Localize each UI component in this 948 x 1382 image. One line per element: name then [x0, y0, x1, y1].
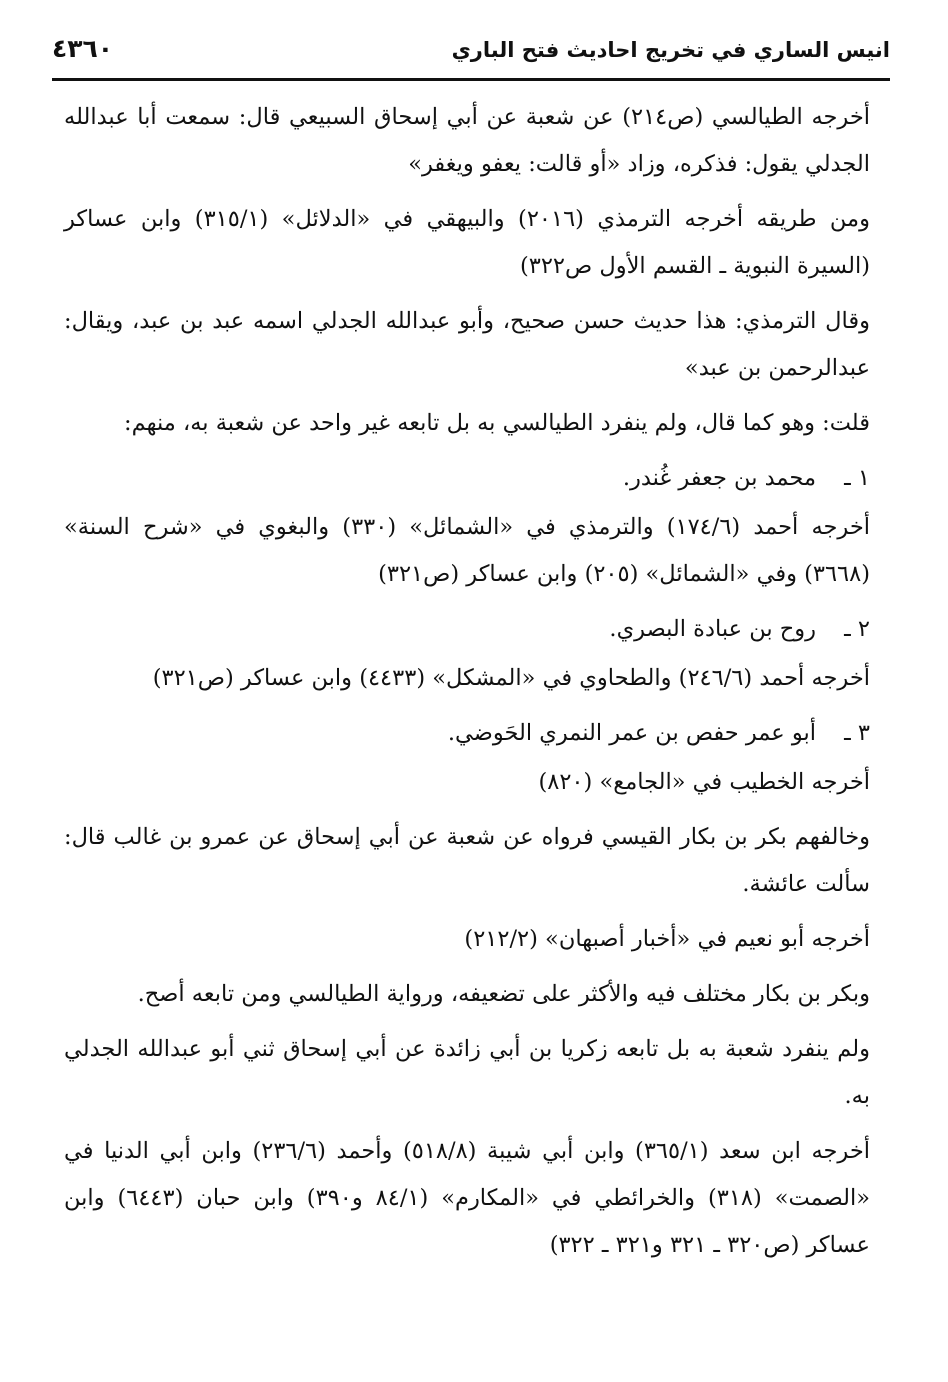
- list-item-3-text: أبو عمر حفص بن عمر النمري الحَوضي.: [447, 720, 816, 746]
- list-item-2-text: روح بن عبادة البصري.: [609, 616, 816, 642]
- paragraph-3: وقال الترمذي: هذا حديث حسن صحيح، وأبو عبدالله الجدلي اسمه عبد بن عبد، ويقال: عبدالرحمن بن عبد»: [64, 308, 870, 381]
- book-title: انيس الساري في تخريج احاديث فتح الباري: [451, 38, 890, 62]
- list-item-1-source: أخرجه أحمد (١٧٤/٦) والترمذي في «الشمائل» (٣٣٠) والبغوي في «شرح السنة» (٣٦٦٨) وفي «الشمائل» (٢٠٥) وابن عساكر (ص٣٢١): [64, 514, 870, 587]
- list-item-2-number: ٢ ـ: [844, 616, 870, 642]
- page-body: [64, 94, 870, 1271]
- list-item-2-source: أخرجه أحمد (٢٤٦/٦) والطحاوي في «المشكل» (٤٤٣٣) وابن عساكر (ص٣٢١): [152, 665, 870, 691]
- paragraph-5: وخالفهم بكر بن بكار القيسي فرواه عن شعبة عن أبي إسحاق عن عمرو بن غالب قال: سألت عائشة.: [64, 824, 870, 897]
- header-divider: [52, 78, 890, 81]
- list-item-3-number: ٣ ـ: [844, 720, 870, 746]
- paragraph-9: أخرجه ابن سعد (٣٦٥/١) وابن أبي شيبة (٥١٨/٨) وأحمد (٢٣٦/٦) وابن أبي الدنيا في «الصمت» (٣١٨) والخرائطي في «المكارم» (٨٤/١ و٣٩٠) وابن حبان (٦٤٤٣) وابن عساكر (ص٣٢٠ ـ ٣٢١ و٣٢١ ـ ٣٢٢): [64, 1138, 870, 1258]
- paragraph-4: قلت: وهو كما قال، ولم ينفرد الطيالسي به بل تابعه غير واحد عن شعبة به، منهم:: [124, 410, 870, 436]
- list-item-1: [64, 455, 870, 502]
- paragraph-6: أخرجه أبو نعيم في «أخبار أصبهان» (٢١٢/٢): [464, 926, 870, 952]
- page-header: [52, 34, 890, 74]
- paragraph-8: ولم ينفرد شعبة به بل تابعه زكريا بن أبي زائدة عن أبي إسحاق ثني أبو عبدالله الجدلي به.: [64, 1036, 870, 1109]
- paragraph-1: أخرجه الطيالسي (ص٢١٤) عن شعبة عن أبي إسحاق السبيعي قال: سمعت أبا عبدالله الجدلي يقول: فذكره، وزاد «أو قالت: يعفو ويغفر»: [64, 104, 870, 177]
- list-item-2: [64, 606, 870, 653]
- paragraph-2: ومن طريقه أخرجه الترمذي (٢٠١٦) والبيهقي في «الدلائل» (٣١٥/١) وابن عساكر (السيرة النبوية ـ القسم الأول ص٣٢٢): [64, 206, 870, 279]
- list-item-1-number: ١ ـ: [844, 465, 870, 491]
- list-item-3: [64, 710, 870, 757]
- list-item-3-source: أخرجه الخطيب في «الجامع» (٨٢٠): [538, 769, 870, 795]
- page-number: ٤٣٦٠: [52, 34, 114, 63]
- list-item-1-text: محمد بن جعفر غُندر.: [622, 465, 816, 491]
- paragraph-7: وبكر بن بكار مختلف فيه والأكثر على تضعيفه، ورواية الطيالسي ومن تابعه أصح.: [137, 981, 870, 1007]
